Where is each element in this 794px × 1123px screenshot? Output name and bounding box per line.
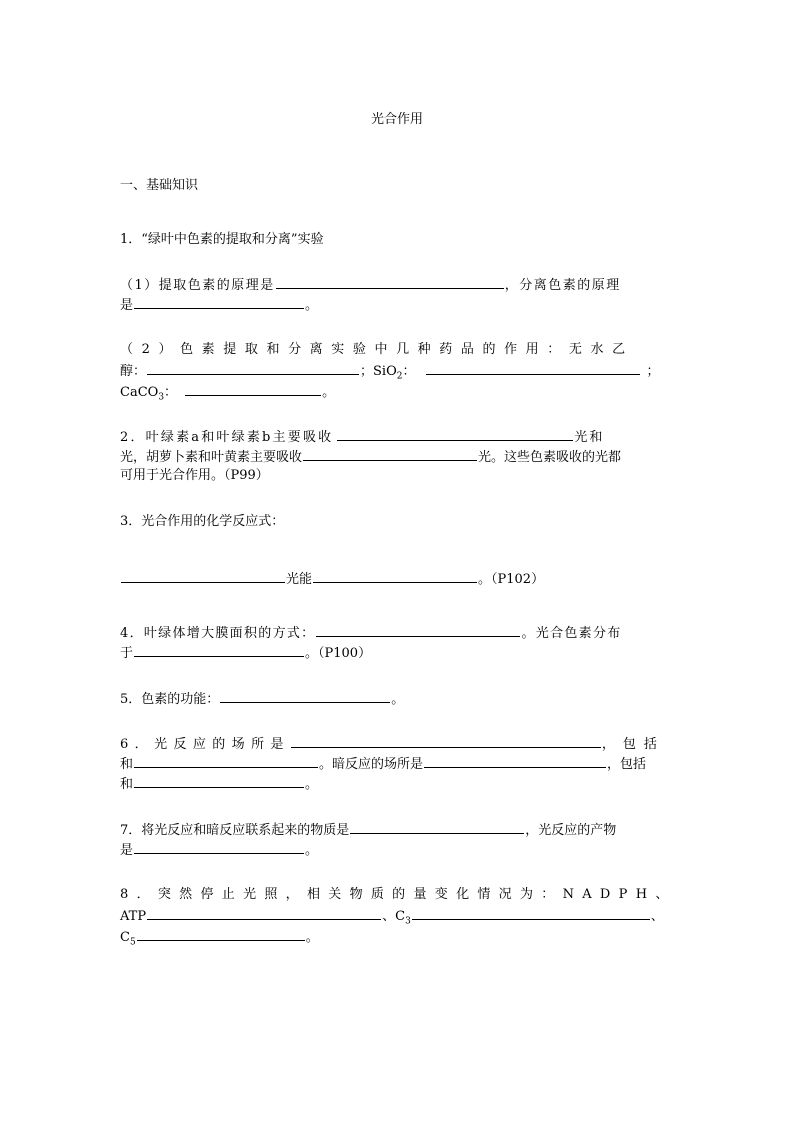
period: 。	[305, 930, 319, 945]
q8-line1: 8．突然停止光照，相关物质的量变化情况为：NADPH、	[120, 887, 677, 902]
q1-part2-sio2-sub: 2	[396, 371, 403, 382]
q4-text2: 。光合色素分布	[521, 626, 622, 641]
q8-line3	[120, 926, 674, 948]
q7-line2	[120, 839, 674, 861]
q4-line2	[120, 642, 674, 664]
q8-line2	[120, 905, 674, 927]
q8-label-c3: 、C	[382, 909, 406, 924]
q7-line1	[120, 819, 674, 841]
q8-c5-sub: 5	[129, 937, 136, 948]
q7-blank2[interactable]	[134, 839, 304, 854]
q1-part2-blank-ethanol[interactable]	[147, 360, 359, 375]
q6-text4: 。暗反应的场所是	[319, 757, 424, 772]
q2-blank2[interactable]	[303, 446, 477, 461]
section-heading: 一、基础知识	[120, 178, 199, 193]
q7-text3: 是	[120, 843, 134, 858]
period: 。	[322, 385, 336, 400]
q8-separator: 、	[650, 909, 664, 924]
colon: ：	[164, 385, 178, 400]
semicolon: ；	[646, 364, 660, 379]
q8-label-c5: C	[120, 930, 130, 945]
q5-blank[interactable]	[220, 688, 390, 703]
period: 。	[305, 843, 319, 858]
q4-text1: 4．叶绿体增大膜面积的方式：	[120, 626, 316, 641]
q3-light-energy: 光能	[286, 572, 313, 587]
q3-page-ref: 。（P102）	[478, 572, 545, 587]
q2-text2: 光和	[574, 430, 605, 445]
period: 。	[391, 692, 405, 707]
q1-part2-blank-sio2[interactable]	[426, 360, 640, 375]
q1-part1-text: （1）提取色素的原理是	[120, 278, 275, 293]
q8-blank-c5[interactable]	[137, 926, 305, 941]
colon: ：	[402, 364, 416, 379]
q7-text2: ，光反应的产物	[525, 823, 617, 838]
q8-blank-c3[interactable]	[412, 905, 650, 920]
q6-blank1[interactable]	[291, 733, 601, 748]
q2-text1: 2．叶绿素a和叶绿素b主要吸收	[120, 430, 334, 445]
q6-text1: 6．光反应的场所是	[120, 737, 290, 752]
q1-part2-caco3-sub: 3	[158, 392, 165, 403]
q6-blank3[interactable]	[424, 753, 606, 768]
q1-part1-text3: 是	[120, 298, 134, 313]
q5-text: 5．色素的功能：	[120, 692, 220, 707]
q4-blank2[interactable]	[134, 642, 304, 657]
period: 。	[305, 777, 319, 792]
q2-line2	[120, 446, 674, 468]
q1-part2-line3	[120, 381, 674, 403]
q1-part2-line1: （2）色素提取和分离实验中几种药品的作用：无水乙	[120, 342, 634, 357]
q3-blank-reactants[interactable]	[121, 568, 285, 583]
q2-line3: 可用于光合作用。（P99）	[120, 468, 269, 483]
q7-blank1[interactable]	[350, 819, 524, 834]
q1-part2-blank-caco3[interactable]	[185, 381, 321, 396]
q3-blank-products[interactable]	[313, 568, 477, 583]
q1-part2-line2	[120, 360, 674, 382]
q2-text3: 光，胡萝卜素和叶黄素主要吸收	[120, 450, 303, 465]
q8-blank-atp[interactable]	[147, 905, 381, 920]
q1-part2-label-sio2: ；SiO	[360, 364, 397, 379]
q2-line1	[120, 426, 674, 448]
q6-line1	[120, 733, 674, 755]
q4-text3: 于	[120, 646, 134, 661]
document-title: 光合作用	[370, 112, 423, 127]
q8-c3-sub: 3	[405, 916, 411, 927]
q1-part1-blank1[interactable]	[276, 274, 504, 289]
q6-text5: ，包括	[607, 757, 647, 772]
q8-label-atp: ATP	[120, 909, 147, 924]
q6-line3	[120, 773, 674, 795]
q2-blank1[interactable]	[337, 426, 573, 441]
q4-page-ref: 。（P100）	[305, 646, 372, 661]
q1-heading: 1．“绿叶中色素的提取和分离”实验	[120, 232, 324, 247]
q3-equation	[120, 568, 674, 590]
q1-part1-text2: ，分离色素的原理	[504, 278, 621, 293]
q1-part1-blank2[interactable]	[134, 294, 304, 309]
q7-text1: 7．将光反应和暗反应联系起来的物质是	[120, 823, 350, 838]
q6-line2	[120, 753, 674, 775]
q6-text2: ，包括	[601, 737, 665, 752]
q6-text3: 和	[120, 757, 134, 772]
q3-heading: 3．光合作用的化学反应式：	[120, 514, 285, 529]
q1-part2-label-ethanol: 醇：	[120, 364, 147, 379]
q4-blank1[interactable]	[316, 622, 520, 637]
period: 。	[305, 298, 319, 313]
q2-text4: 光。这些色素吸收的光都	[478, 450, 622, 465]
q1-part1-line2	[120, 294, 674, 316]
q6-blank2[interactable]	[134, 753, 318, 768]
q5-line	[120, 688, 674, 710]
q1-part1-line1	[120, 274, 674, 296]
q4-line1	[120, 622, 674, 644]
q6-text6: 和	[120, 777, 134, 792]
q6-blank4[interactable]	[134, 773, 304, 788]
q1-part2-label-caco3: CaCO	[120, 385, 159, 400]
